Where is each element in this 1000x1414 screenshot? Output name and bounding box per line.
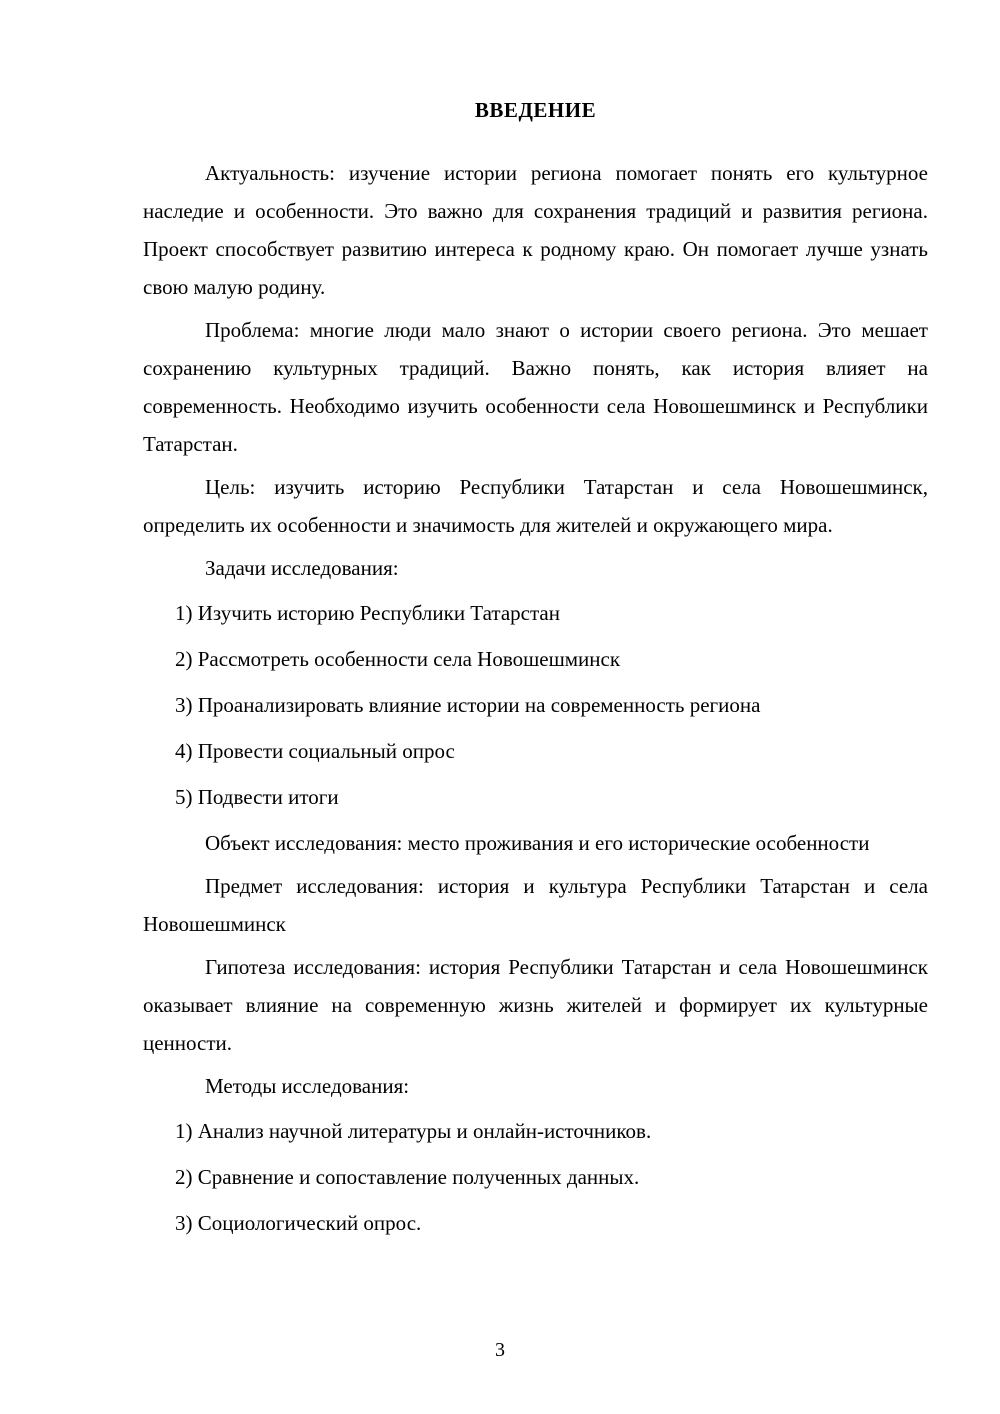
- paragraph-subject: Предмет исследования: история и культура Республики Татарстан и села Новошешминск: [143, 874, 928, 936]
- paragraph-relevance: Актуальность: изучение истории региона помогает понять его культурное наследие и особенности. Это важно для сохранения традиций и развития региона. Проект способствует развитию интереса к родному краю. Он помогает лучше узнать свою малую родину.: [143, 161, 928, 299]
- task-item-2: 2) Рассмотреть особенности села Новошешминск: [175, 647, 621, 671]
- paragraph-problem: Проблема: многие люди мало знают о истории своего региона. Это мешает сохранению культурных традиций. Важно понять, как история влияет на современность. Необходимо изучить особенности села Новошешминск и Республики Татарстан.: [143, 318, 928, 456]
- methods-label: Методы исследования:: [205, 1074, 410, 1098]
- task-item-3: 3) Проанализировать влияние истории на современность региона: [175, 693, 761, 717]
- task-item-4: 4) Провести социальный опрос: [175, 739, 455, 763]
- page-number: 3: [495, 1339, 505, 1361]
- task-item-5: 5) Подвести итоги: [175, 785, 339, 809]
- paragraph-goal: Цель: изучить историю Республики Татарстан и села Новошешминск, определить их особенности и значимость для жителей и окружающего мира.: [143, 475, 928, 537]
- paragraph-hypothesis: Гипотеза исследования: история Республики Татарстан и села Новошешминск оказывает влияние на современную жизнь жителей и формирует их культурные ценности.: [143, 955, 928, 1055]
- method-item-2: 2) Сравнение и сопоставление полученных данных.: [175, 1165, 640, 1189]
- method-item-1: 1) Анализ научной литературы и онлайн-источников.: [175, 1119, 652, 1143]
- paragraph-object: Объект исследования: место проживания и его исторические особенности: [205, 831, 870, 855]
- tasks-label: Задачи исследования:: [205, 556, 399, 580]
- document-heading: ВВЕДЕНИЕ: [474, 98, 597, 122]
- method-item-3: 3) Социологический опрос.: [175, 1211, 422, 1235]
- task-item-1: 1) Изучить историю Республики Татарстан: [175, 601, 560, 625]
